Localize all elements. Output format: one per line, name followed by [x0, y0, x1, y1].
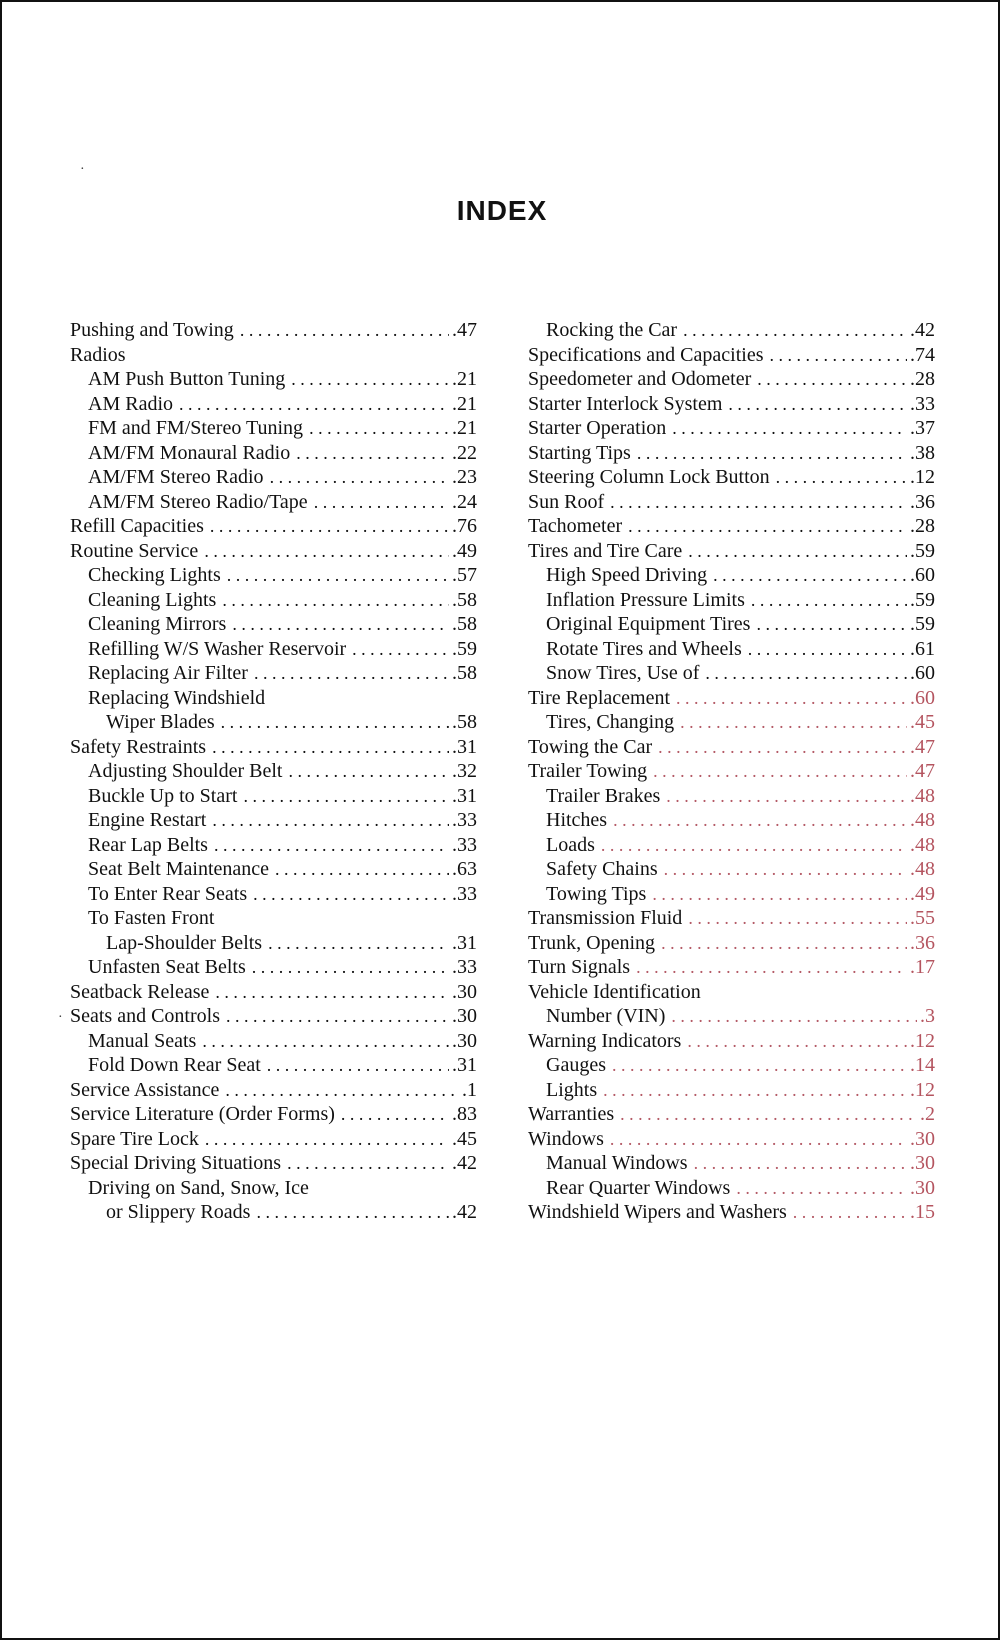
dot-leader	[637, 441, 907, 466]
index-entry-label: Replacing Air Filter	[88, 662, 248, 684]
index-entry-label: Gauges	[546, 1054, 606, 1076]
index-entry-label: Safety Restraints	[70, 735, 207, 758]
dot-leader	[776, 465, 907, 490]
dot-leader	[270, 465, 449, 490]
index-entry-page: .33	[452, 809, 477, 831]
index-entry	[70, 882, 477, 907]
index-entry-label: Starting Tips	[528, 441, 631, 464]
index-entry	[528, 441, 935, 466]
index-entry-page: .57	[452, 564, 477, 586]
dot-leader	[653, 759, 907, 784]
index-entry	[528, 539, 935, 564]
index-entry	[70, 857, 477, 882]
index-entry	[528, 588, 935, 613]
index-entry-label: To Enter Rear Seats	[88, 882, 248, 905]
index-entry	[70, 833, 477, 858]
index-entry	[528, 563, 935, 588]
index-entry	[528, 735, 935, 760]
index-entry-label: Snow Tires, Use of	[546, 662, 700, 684]
index-entry-page: .15	[910, 1201, 935, 1223]
index-entry-label: Wiper Blades	[106, 711, 215, 733]
dot-leader	[793, 1200, 907, 1225]
index-entry-page: .58	[452, 711, 477, 733]
dot-leader	[222, 588, 449, 613]
index-entry	[528, 612, 935, 637]
index-entry	[528, 980, 935, 1005]
index-entry-page: .58	[452, 613, 477, 635]
index-entry-page: .33	[452, 882, 477, 905]
dot-leader	[252, 955, 449, 980]
dot-leader	[728, 392, 907, 417]
index-entry	[528, 490, 935, 515]
index-entry	[70, 661, 477, 686]
dot-leader	[736, 1176, 907, 1201]
dot-leader	[751, 588, 907, 613]
index-entry-label: Replacing Windshield	[88, 686, 266, 709]
index-entry	[528, 882, 935, 907]
index-entry-label: Buckle Up to Start	[88, 784, 238, 807]
index-entry-label: Loads	[546, 833, 595, 856]
dot-leader	[603, 1078, 907, 1103]
index-entry	[70, 931, 477, 956]
dot-leader	[309, 416, 449, 441]
index-entry-page: .74	[910, 343, 935, 366]
index-entry-page: .36	[910, 490, 935, 513]
index-entry-page: .12	[910, 1078, 935, 1101]
dot-leader	[205, 1127, 449, 1152]
index-entry-page: .33	[452, 833, 477, 856]
dot-leader	[287, 1151, 449, 1176]
dot-leader	[288, 759, 449, 784]
index-entry-page: .63	[452, 858, 477, 880]
index-entry	[70, 490, 477, 515]
index-entry-page: .12	[910, 1029, 935, 1052]
index-entry	[70, 1200, 477, 1225]
index-entry	[528, 416, 935, 441]
index-entry	[70, 539, 477, 564]
index-entry	[528, 808, 935, 833]
index-entry	[70, 686, 477, 711]
index-entry	[528, 1127, 935, 1152]
index-entry-label: To Fasten Front	[88, 907, 215, 929]
dot-leader	[212, 735, 449, 760]
index-entry	[528, 759, 935, 784]
index-entry-page: .48	[910, 784, 935, 807]
dot-leader	[661, 931, 907, 956]
index-entry-label: Warranties	[528, 1103, 615, 1125]
index-entry-label: Original Equipment Tires	[546, 613, 751, 635]
index-entry-page: .31	[452, 784, 477, 807]
index-entry-page: .30	[910, 1176, 935, 1199]
index-entry-page: .30	[910, 1127, 935, 1150]
index-entry-page: .2	[920, 1103, 935, 1125]
index-entry-page: .36	[910, 931, 935, 954]
index-entry	[528, 392, 935, 417]
dot-leader	[214, 833, 449, 858]
index-entry	[70, 1053, 477, 1078]
index-entry-label: Starter Interlock System	[528, 392, 723, 415]
index-entry-label: Rotate Tires and Wheels	[546, 637, 742, 660]
index-entry	[70, 735, 477, 760]
index-entry	[70, 1078, 477, 1103]
index-entry	[528, 906, 935, 931]
index-entry	[528, 1053, 935, 1078]
index-entry	[70, 588, 477, 613]
index-entry-label: Number (VIN)	[546, 1005, 666, 1027]
index-entry-label: AM/FM Stereo Radio/Tape	[88, 490, 308, 513]
index-entry-page: .60	[910, 662, 935, 684]
index-entry-label: Tires and Tire Care	[528, 539, 683, 562]
index-entry-label: Tachometer	[528, 515, 623, 537]
dot-leader	[658, 735, 907, 760]
index-entry-page: .21	[452, 368, 477, 390]
index-entry-label: Steering Column Lock Button	[528, 466, 770, 488]
index-entry	[70, 1004, 477, 1029]
index-entry	[70, 1029, 477, 1054]
index-entry-page: .47	[452, 319, 477, 341]
index-entry	[528, 367, 935, 392]
index-entry	[528, 661, 935, 686]
index-entry-page: .47	[910, 760, 935, 782]
index-entry-page: .48	[910, 858, 935, 880]
index-entry-page: .42	[452, 1201, 477, 1223]
index-entry-page: .24	[452, 490, 477, 513]
index-entry-page: .23	[452, 466, 477, 488]
index-entry-label: Checking Lights	[88, 564, 221, 586]
index-entry-label: Safety Chains	[546, 858, 658, 880]
index-entry	[70, 1102, 477, 1127]
index-entry	[528, 514, 935, 539]
index-entry	[70, 1151, 477, 1176]
dot-leader	[756, 612, 907, 637]
index-entry	[528, 1029, 935, 1054]
index-entry	[528, 343, 935, 368]
index-entry	[70, 1127, 477, 1152]
index-entry	[528, 955, 935, 980]
dot-leader	[267, 1053, 449, 1078]
index-entry-page: .58	[452, 662, 477, 684]
index-entry-page: .49	[452, 539, 477, 562]
index-entry-label: Rear Lap Belts	[88, 833, 208, 856]
page-title: INDEX	[456, 195, 548, 226]
index-entry-page: .58	[452, 588, 477, 611]
index-entry-label: Driving on Sand, Snow, Ice	[88, 1176, 309, 1199]
dot-leader	[254, 661, 449, 686]
index-entry	[70, 808, 477, 833]
index-entry-label: Service Literature (Order Forms)	[70, 1103, 335, 1125]
dot-leader	[680, 710, 907, 735]
index-entry	[528, 686, 935, 711]
index-entry-label: Sun Roof	[528, 490, 605, 513]
index-entry-page: .48	[910, 833, 935, 856]
index-entry-page: .59	[910, 588, 935, 611]
index-entry	[528, 1151, 935, 1176]
index-entry-label: Tire Replacement	[528, 686, 671, 709]
index-entry-page: .48	[910, 809, 935, 831]
index-entry-page: .45	[910, 711, 935, 733]
index-entry-label: Lights	[546, 1078, 598, 1101]
index-entry	[70, 1176, 477, 1201]
index-entry-page: .1	[462, 1078, 477, 1101]
index-entry	[70, 980, 477, 1005]
index-entry-label: Seat Belt Maintenance	[88, 858, 270, 880]
index-entry-label: Trunk, Opening	[528, 931, 656, 954]
index-entry	[70, 906, 477, 931]
index-entry-page: .31	[452, 931, 477, 954]
index-entry-label: High Speed Driving	[546, 564, 708, 586]
dot-leader	[687, 1029, 907, 1054]
index-entry-label: Towing the Car	[528, 735, 653, 758]
dot-leader	[212, 808, 449, 833]
index-entry-label: Seats and Controls	[70, 1005, 220, 1027]
dot-leader	[268, 931, 449, 956]
index-entry	[70, 784, 477, 809]
index-entry	[528, 857, 935, 882]
index-entry-page: .59	[910, 613, 935, 635]
index-entry-label: Refilling W/S Washer Reservoir	[88, 637, 347, 660]
index-entry-page: .30	[452, 1005, 477, 1027]
dot-leader	[225, 1078, 459, 1103]
index-entry-page: .38	[910, 441, 935, 464]
index-entry-label: Fold Down Rear Seat	[88, 1054, 261, 1076]
dot-leader	[232, 612, 449, 637]
index-entry	[528, 710, 935, 735]
index-entry	[528, 637, 935, 662]
index-entry-label: Cleaning Lights	[88, 588, 217, 611]
dot-leader	[613, 808, 907, 833]
index-entry	[528, 1004, 935, 1029]
index-entry-page: .45	[452, 1127, 477, 1150]
index-entry-page: .22	[452, 441, 477, 464]
index-entry-label: Manual Windows	[546, 1152, 688, 1174]
index-entry-page: .42	[910, 319, 935, 341]
index-entry-label: Tires, Changing	[546, 711, 675, 733]
index-entry	[70, 416, 477, 441]
index-entry-label: Starter Operation	[528, 417, 667, 439]
index-entry-page: .55	[910, 907, 935, 929]
dot-leader	[227, 563, 449, 588]
index-entry	[528, 1200, 935, 1225]
dot-leader	[291, 367, 449, 392]
index-entry-label: AM/FM Stereo Radio	[88, 466, 264, 488]
dot-leader	[612, 1053, 907, 1078]
dot-leader	[226, 1004, 449, 1029]
dot-leader	[671, 1004, 917, 1029]
index-entry	[70, 612, 477, 637]
dot-leader	[713, 563, 907, 588]
index-entry	[528, 1102, 935, 1127]
index-entry-label: Warning Indicators	[528, 1029, 682, 1052]
index-entry-label: Routine Service	[70, 539, 199, 562]
dot-leader	[275, 857, 449, 882]
index-entry-page: .12	[910, 466, 935, 488]
index-entry-label: Cleaning Mirrors	[88, 613, 227, 635]
index-entry-label: Seatback Release	[70, 980, 210, 1003]
index-entry-label: Rocking the Car	[546, 319, 678, 341]
index-entry-page: .21	[452, 392, 477, 415]
index-entry	[528, 784, 935, 809]
index-entry-page: .47	[910, 735, 935, 758]
index-entry	[528, 465, 935, 490]
dot-leader	[688, 906, 907, 931]
index-entry	[70, 441, 477, 466]
dot-leader	[694, 1151, 907, 1176]
dot-leader	[676, 686, 907, 711]
dot-leader	[628, 514, 907, 539]
dot-leader	[620, 1102, 917, 1127]
index-entry-page: .49	[910, 882, 935, 905]
dot-leader	[610, 490, 907, 515]
index-entry-label: AM/FM Monaural Radio	[88, 441, 291, 464]
dot-leader	[179, 392, 449, 417]
dot-leader	[296, 441, 449, 466]
index-entry-page: .59	[452, 637, 477, 660]
dot-leader	[215, 980, 449, 1005]
index-entry	[70, 955, 477, 980]
index-entry-page: .59	[910, 539, 935, 562]
index-entry	[70, 343, 477, 368]
index-entry-page: .60	[910, 686, 935, 709]
index-entry	[70, 637, 477, 662]
index-entry-label: AM Push Button Tuning	[88, 368, 286, 390]
index-entry-label: Trailer Brakes	[546, 784, 661, 807]
index-entry-label: Towing Tips	[546, 882, 647, 905]
index-entry-page: .14	[910, 1054, 935, 1076]
index-entry-label: Lap-Shoulder Belts	[106, 931, 263, 954]
scan-speck: ·	[80, 162, 85, 177]
index-entry	[528, 931, 935, 956]
index-entry-page: .3	[920, 1005, 935, 1027]
index-column-right	[528, 318, 935, 1225]
index-entry-label: Engine Restart	[88, 809, 207, 831]
dot-leader	[204, 539, 449, 564]
index-entry-label: Radios	[70, 343, 126, 366]
index-entry-page: .33	[452, 956, 477, 978]
dot-leader	[757, 367, 907, 392]
index-entry-label: Rear Quarter Windows	[546, 1176, 731, 1199]
index-entry-label: Trailer Towing	[528, 760, 648, 782]
index-entry-label: Unfasten Seat Belts	[88, 956, 246, 978]
dot-leader	[666, 784, 907, 809]
index-entry-label: Windows	[528, 1127, 604, 1150]
dot-leader	[210, 514, 449, 539]
dot-leader	[202, 1029, 449, 1054]
dot-leader	[748, 637, 907, 662]
dot-leader	[688, 539, 907, 564]
index-entry	[70, 759, 477, 784]
index-entry-label: Turn Signals	[528, 956, 631, 978]
index-entry	[528, 1078, 935, 1103]
index-entry-label: Manual Seats	[88, 1029, 197, 1052]
index-entry-label: FM and FM/Stereo Tuning	[88, 417, 304, 439]
index-entry-page: .30	[452, 980, 477, 1003]
index-entry-label: Transmission Fluid	[528, 907, 683, 929]
index-entry-label: Spare Tire Lock	[70, 1127, 199, 1150]
index-entry	[70, 367, 477, 392]
dot-leader	[610, 1127, 907, 1152]
index-entry-label: Speedometer and Odometer	[528, 368, 752, 390]
index-entry	[70, 318, 477, 343]
index-entry-page: .17	[910, 956, 935, 978]
dot-leader	[652, 882, 907, 907]
index-entry	[70, 392, 477, 417]
dot-leader	[253, 882, 449, 907]
dot-leader	[601, 833, 907, 858]
dot-leader	[636, 955, 907, 980]
index-entry-label: Adjusting Shoulder Belt	[88, 760, 283, 782]
dot-leader	[672, 416, 907, 441]
index-entry	[528, 1176, 935, 1201]
index-entry-page: .61	[910, 637, 935, 660]
dot-leader	[243, 784, 449, 809]
index-entry-label: Hitches	[546, 809, 608, 831]
dot-leader	[664, 857, 907, 882]
dot-leader	[256, 1200, 449, 1225]
index-entry	[528, 833, 935, 858]
dot-leader	[314, 490, 449, 515]
index-entry	[70, 710, 477, 735]
index-entry-page: .60	[910, 564, 935, 586]
index-entry-page: .42	[452, 1152, 477, 1174]
index-entry-label: Specifications and Capacities	[528, 343, 764, 366]
index-entry-page: .30	[452, 1029, 477, 1052]
index-entry-page: .30	[910, 1152, 935, 1174]
index-entry-page: .37	[910, 417, 935, 439]
index-entry-label: Inflation Pressure Limits	[546, 588, 745, 611]
dot-leader	[683, 318, 907, 343]
index-entry-page: .31	[452, 735, 477, 758]
index-column-left	[70, 318, 477, 1225]
index-entry-label: or Slippery Roads	[106, 1201, 251, 1223]
index-entry-page: .76	[452, 515, 477, 537]
index-entry-label: Refill Capacities	[70, 515, 204, 537]
index-entry-label: AM Radio	[88, 392, 173, 415]
dot-leader	[341, 1102, 449, 1127]
index-entry-label: Vehicle Identification	[528, 980, 701, 1003]
dot-leader	[240, 318, 449, 343]
scan-speck: ·	[58, 1010, 63, 1025]
index-entry-label: Service Assistance	[70, 1078, 220, 1101]
index-entry	[70, 465, 477, 490]
index-entry-page: .28	[910, 515, 935, 537]
index-entry-page: .21	[452, 417, 477, 439]
index-entry-page: .28	[910, 368, 935, 390]
dot-leader	[705, 661, 907, 686]
dot-leader	[769, 343, 907, 368]
dot-leader	[352, 637, 449, 662]
index-entry	[70, 563, 477, 588]
index-entry	[70, 514, 477, 539]
index-entry-page: .33	[910, 392, 935, 415]
index-entry-page: .31	[452, 1054, 477, 1076]
index-entry-label: Windshield Wipers and Washers	[528, 1201, 787, 1223]
dot-leader	[221, 710, 449, 735]
index-entry-label: Pushing and Towing	[70, 319, 234, 341]
index-entry	[528, 318, 935, 343]
index-entry-page: .32	[452, 760, 477, 782]
index-entry-page: .83	[452, 1103, 477, 1125]
index-entry-label: Special Driving Situations	[70, 1152, 282, 1174]
